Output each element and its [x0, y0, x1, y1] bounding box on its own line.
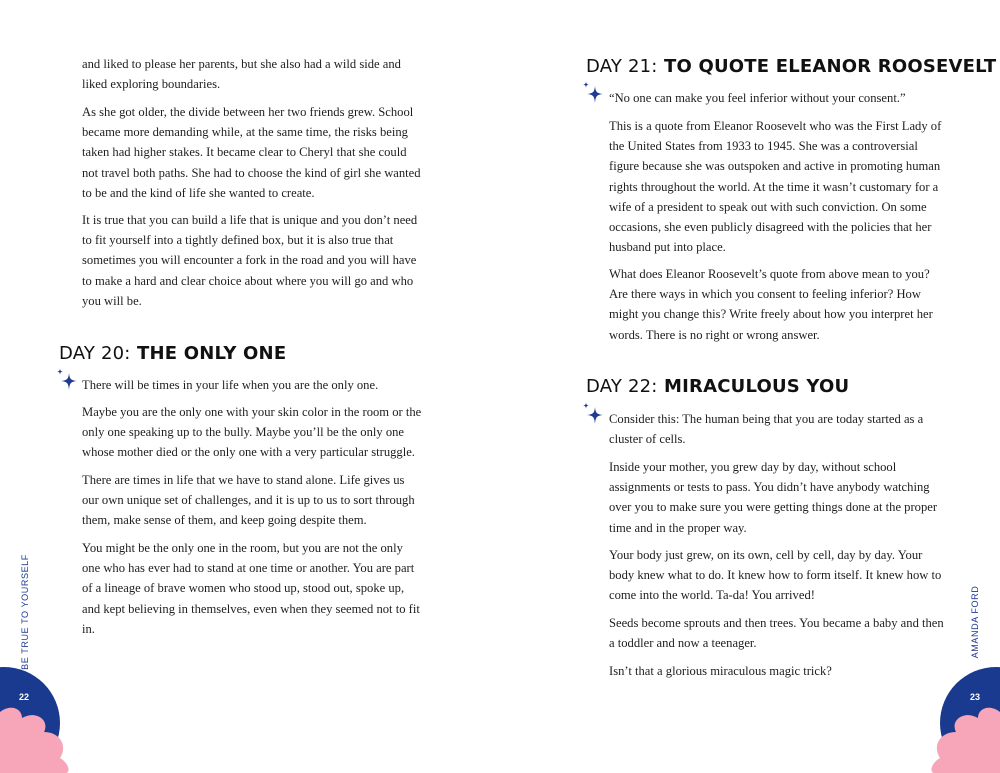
paragraph: Seeds become sprouts and then trees. You became a baby and then a toddler and now a teenager. — [609, 616, 944, 651]
quote: “No one can make you feel inferior without your consent.” — [609, 91, 906, 105]
paragraph: Maybe you are the only one with your skin color in the room or the only one speaking up to the bully. Maybe you’ll be the only one whose mother died or the only one with a very particular struggle. — [82, 405, 422, 460]
paragraph: Inside your mother, you grew day by day, without school assignments or tests to pass. You didn’t have anybody watching over you to make sure you were getting things done at the proper time and in the proper way. — [609, 460, 938, 535]
day-label: DAY 22: — [586, 376, 658, 397]
paragraph: There will be times in your life when you are the only one. — [82, 378, 379, 392]
day-title: THE ONLY ONE — [137, 343, 287, 364]
sparkle-icon — [582, 81, 604, 107]
paragraph: There are times in life that we have to stand alone. Life gives us our own unique set of challenges, and it is up to us to sort through them, make sense of them, and keep going despite them. — [82, 473, 415, 528]
day-label: DAY 21: — [586, 56, 658, 77]
page-number: 22 — [19, 692, 30, 702]
corner-decoration-right — [928, 666, 1000, 773]
paragraph: Your body just grew, on its own, cell by cell, day by day. Your body knew what to do. It knew how to form itself. It knew how to come into the world. Ta-da! You arrived! — [609, 548, 942, 603]
right-page — [500, 0, 1000, 773]
paragraph: and liked to please her parents, but she also had a wild side and liked exploring boundaries. — [82, 57, 401, 92]
day20-heading — [59, 343, 286, 365]
sparkle-icon — [56, 368, 78, 394]
running-head-right: AMANDA FORD — [970, 585, 980, 659]
day22-heading — [586, 376, 849, 398]
day-title: MIRACULOUS YOU — [664, 376, 850, 397]
corner-decoration-left — [0, 666, 72, 773]
day21-heading — [586, 56, 996, 78]
day-label: DAY 20: — [59, 343, 131, 364]
paragraph: As she got older, the divide between her two friends grew. School became more demanding while, at the same time, the risks being taken had higher stakes. It became clear to Cheryl that she could not travel both paths. She had to choose the kind of girl she wanted to be and the kind of life she wanted to create. — [82, 105, 421, 200]
paragraph: You might be the only one in the room, but you are not the only one who has ever had to stand at one time or another. You are part of a lineage of brave women who stood up, stood out, spoke up, and kept believing in themselves, even when they seemed not to fit in. — [82, 541, 420, 636]
sparkle-icon — [582, 402, 604, 428]
running-head-left: BE TRUE TO YOURSELF — [20, 554, 30, 670]
paragraph: Isn’t that a glorious miraculous magic trick? — [609, 664, 832, 678]
page-number: 23 — [970, 692, 981, 702]
paragraph: What does Eleanor Roosevelt’s quote from above mean to you? Are there ways in which you consent to feeling inferior? How might you change this? Write freely about how you interpret her words. There is no right or wrong answer. — [609, 267, 933, 342]
paragraph: This is a quote from Eleanor Roosevelt who was the First Lady of the United States from 1933 to 1945. She was a controversial figure because she was outspoken and active in promoting human rights throughout the world. At the time it wasn’t customary for a wife of a president to speak out with such conviction. On some occasions, she even publicly disagreed with the policies that her husband put into place. — [609, 119, 942, 255]
paragraph: It is true that you can build a life that is unique and you don’t need to fit yourself into a tightly defined box, but it is also true that sometimes you will encounter a fork in the road and you will have to make a hard and clear choice about where you will go and who you will be. — [82, 213, 418, 308]
paragraph: Consider this: The human being that you are today started as a cluster of cells. — [609, 412, 924, 447]
day-title: TO QUOTE ELEANOR ROOSEVELT — [664, 56, 997, 77]
